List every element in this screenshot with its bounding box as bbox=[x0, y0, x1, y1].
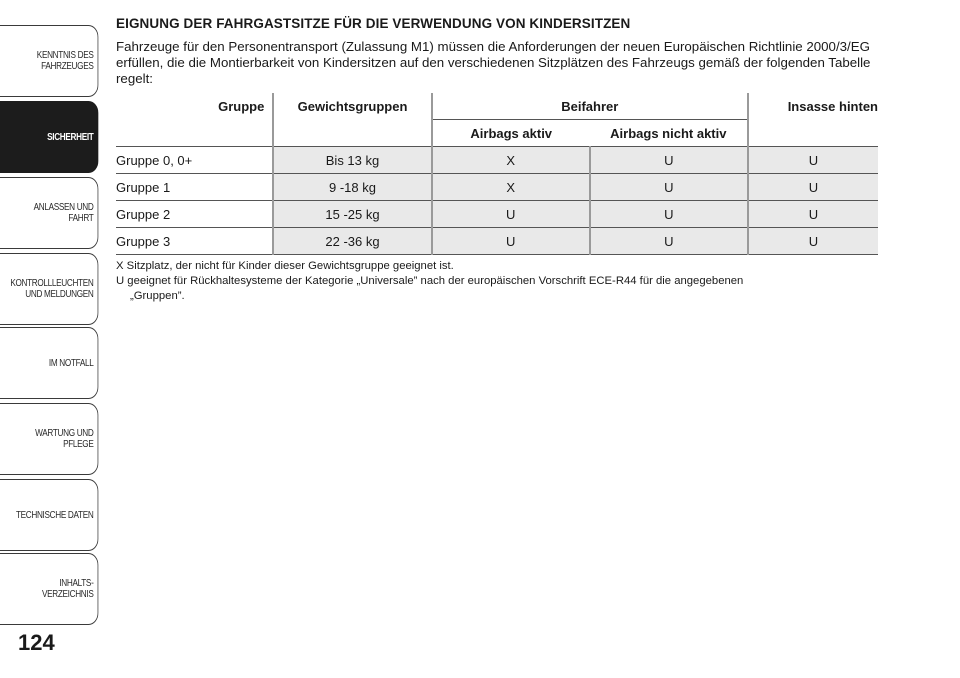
cell-airbag-inactive: U bbox=[590, 174, 748, 201]
table-row bbox=[116, 201, 878, 228]
cell-rear: U bbox=[748, 201, 878, 228]
tab-kenntnis[interactable]: KENNTNIS DES FAHRZEUGES bbox=[0, 25, 98, 97]
child-seat-table bbox=[116, 93, 878, 255]
cell-weight: 9 -18 kg bbox=[273, 174, 431, 201]
cell-group: Gruppe 2 bbox=[116, 201, 273, 228]
section-heading: EIGNUNG DER FAHRGASTSITZE FÜR DIE VERWENDUNG VON KINDERSITZEN bbox=[116, 16, 631, 31]
cell-airbag-active: U bbox=[432, 201, 590, 228]
header-group: Gruppe bbox=[218, 98, 265, 114]
cell-weight: 22 -36 kg bbox=[273, 228, 431, 255]
tab-technische-daten[interactable]: TECHNISCHE DATEN bbox=[0, 479, 98, 551]
table-row bbox=[116, 147, 878, 174]
tab-sicherheit[interactable]: SICHERHEIT bbox=[0, 101, 98, 173]
header-weight: Gewichtsgruppen bbox=[273, 93, 431, 120]
footnote-u-continued: „Gruppen”. bbox=[130, 290, 185, 302]
intro-paragraph: Fahrzeuge für den Personentransport (Zulassung M1) müssen die Anforderungen der neuen Europäischen Richtlinie 2000/3/EG erfüllen, die die Montierbarkeit von Kindersitzen auf den verschiedenen Sitzplätzen des Fahrzeugs gemäß der folgenden Tabelle regelt: bbox=[116, 39, 871, 86]
cell-airbag-active: X bbox=[432, 174, 590, 201]
cell-airbag-inactive: U bbox=[590, 228, 748, 255]
cell-airbag-active: X bbox=[432, 147, 590, 174]
tab-kontrollleuchten[interactable]: KONTROLLLEUCHTEN UND MELDUNGEN bbox=[0, 253, 98, 325]
tab-anlassen[interactable]: ANLASSEN UND FAHRT bbox=[0, 177, 98, 249]
header-rear: Insasse hinten bbox=[748, 93, 878, 120]
header-passenger: Beifahrer bbox=[432, 93, 748, 120]
tab-im-notfall[interactable]: IM NOTFALL bbox=[0, 327, 98, 399]
header-airbag-active: Airbags aktiv bbox=[432, 120, 590, 147]
table-row bbox=[116, 174, 878, 201]
cell-rear: U bbox=[748, 228, 878, 255]
footnotes bbox=[116, 259, 880, 304]
table-row bbox=[116, 228, 878, 255]
cell-weight: Bis 13 kg bbox=[273, 147, 431, 174]
cell-rear: U bbox=[748, 147, 878, 174]
cell-airbag-active: U bbox=[432, 228, 590, 255]
cell-group: Gruppe 3 bbox=[116, 228, 273, 255]
cell-group: Gruppe 0, 0+ bbox=[116, 147, 273, 174]
footnote-u: U geeignet für Rückhaltesysteme der Kategorie „Universale” nach der europäischen Vorschrift ECE-R44 für die angegebenen bbox=[116, 275, 744, 287]
header-airbag-inactive: Airbags nicht aktiv bbox=[590, 120, 748, 147]
cell-airbag-inactive: U bbox=[590, 147, 748, 174]
tab-wartung[interactable]: WARTUNG UND PFLEGE bbox=[0, 403, 98, 475]
cell-group: Gruppe 1 bbox=[116, 174, 273, 201]
cell-airbag-inactive: U bbox=[590, 201, 748, 228]
cell-weight: 15 -25 kg bbox=[273, 201, 431, 228]
page-number: 124 bbox=[18, 630, 55, 655]
chapter-tabs bbox=[0, 0, 102, 678]
main-content bbox=[116, 16, 880, 304]
tab-inhaltsverzeichnis[interactable]: INHALTS- VERZEICHNIS bbox=[0, 553, 98, 625]
cell-rear: U bbox=[748, 174, 878, 201]
footnote-x: X Sitzplatz, der nicht für Kinder dieser Gewichtsgruppe geeignet ist. bbox=[116, 260, 454, 272]
